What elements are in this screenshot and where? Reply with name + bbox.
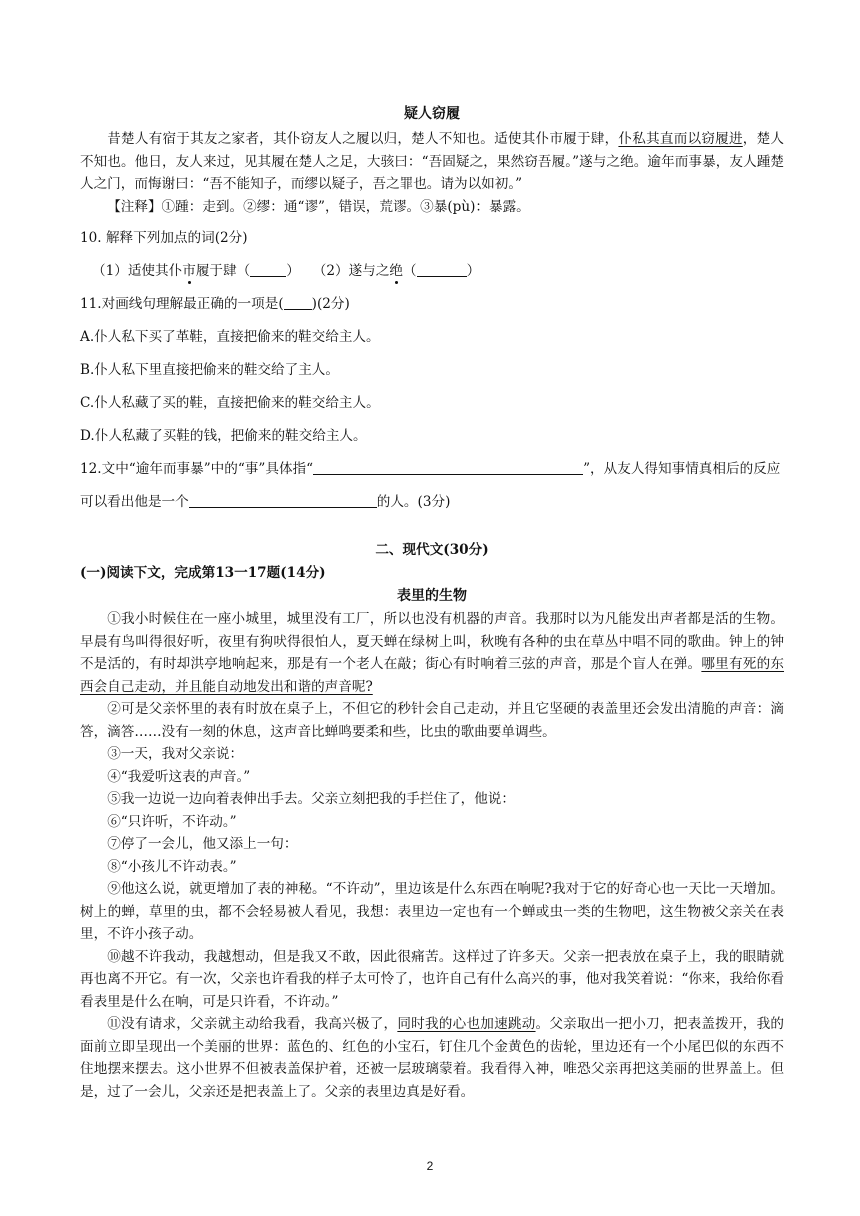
article-paragraph-1: ①我小时候住在一座小城里，城里没有工厂，所以也没有机器的声音。我那时以为凡能发出声者都是活的生物。早晨有鸟叫得很好听，夜里有狗吠得很怕人，夏天蝉在绿树上叫，秋晚有各种的虫在草丛中唱不同的歌曲。钟上的钟不是活的，有时却洪亭地响起来，那是有一个老人在敲；街心有时响着三弦的声音，那是个盲人在弹。哪里有死的东西会自己走动，并且能自动地发出和谐的声音呢? [80,611,785,695]
underlined-question: 哪里有死的东西会自己走动，并且能自动地发出和谐的声音呢? [80,656,785,695]
article-paragraph-8: ⑧“小孩儿不许动表。” [107,858,237,875]
article-paragraph-11: ⑪没有请求，父亲就主动给我看，我高兴极了，同时我的心也加速跳动。父亲取出一把小刀，把表盖拨开，我的面前立即呈现出一个美丽的世界：蓝色的、红色的小宝石，钉住几个金黄色的齿轮，里边还有一个小尾巴似的东西不住地摆来摆去。这小世界不但被表盖保护着，还被一层玻璃蒙着。我看得入神，唯恐父亲再把这美丽的世界盖上。但是，过了一会儿，父亲还是把表盖上了。父亲的表里边真是好看。 [80,1016,785,1100]
classical-note: 【注释】①踵：走到。②缪：通“谬”，错误，荒谬。③暴(pù)：暴露。 [107,198,530,215]
underlined-heartbeat: 同时我的心也加速跳动 [397,1016,536,1032]
article-paragraph-3: ③一天，我对父亲说： [107,746,244,762]
q11-option-a: A.仆人私下买了革鞋，直接把偷来的鞋交给主人。 [80,329,380,345]
article-title: 表里的生物 [397,588,467,604]
answer-blank-12-1[interactable] [313,460,583,475]
q12-line1: 12.文中“逾年而事暴”中的“事”具体指“ ”，从友人得知事情真相后的反应 [80,461,781,477]
q10-stem: 10. 解释下列加点的词(2分) [80,230,248,246]
q11-option-c: C.仆人私藏了买的鞋，直接把偷来的鞋交给主人。 [80,395,380,411]
dotted-word-2: 绝 [389,263,403,279]
q11-option-d: D.仆人私藏了买鞋的钱，把偷来的鞋交给主人。 [80,428,367,444]
answer-blank-10-1[interactable] [250,262,286,277]
answer-blank-11[interactable] [284,295,312,310]
article-paragraph-10: ⑩越不许我动，我越想动，但是我又不敢，因此很痛苦。这样过了许多天。父亲一把表放在桌子上，我的眼睛就再也离不开它。有一次，父亲也许看我的样子太可怜了，也许自己有什么高兴的事，他对我笑着说：“你来，我给你看看表里是什么在响，可是只许看，不许动。” [80,948,784,1010]
section-title: 二、现代文(30分) [375,542,489,558]
underlined-sentence: 仆私其直而以窃履进 [618,131,743,147]
article-paragraph-7: ⑦停了一会儿，他又添上一句： [107,836,298,852]
classical-text: 昔楚人有宿于其友之家者，其仆窃友人之履以归，楚人不知也。适使其仆市履于肆，仆私其直而以窃履进，楚人不知也。他日，友人来过，见其履在楚人之足，大骇曰：“吾固疑之，果然窃吾履。”遂与之绝。逾年而事暴，友人踵楚人之门，而悔谢曰：“吾不能知子，而缪以疑子，吾之罪也。请为以如初。” [80,131,785,192]
article-paragraph-2: ②可是父亲怀里的表有时放在桌子上，不但它的秒针会自己走动，并且它坚硬的表盖里还会发出清脆的声音：滴答，滴答……没有一刻的休息，这声音比蝉鸣要柔和些，比虫的歌曲要单调些。 [80,701,784,740]
answer-blank-10-2[interactable] [417,262,467,277]
page-number: 2 [426,1159,434,1173]
article-paragraph-4: ④“我爱听这表的声音。” [107,768,251,785]
article-paragraph-6: ⑥“只许听，不许动。” [107,813,237,830]
section-subtitle: (一)阅读下文，完成第13一17题(14分) [80,565,326,581]
classical-title: 疑人窃履 [404,106,460,122]
q12-line2: 可以看出他是一个 的人。(3分) [80,494,451,510]
article-paragraph-5: ⑤我一边说一边向着表伸出手去。父亲立刻把我的手拦住了，他说： [107,791,515,807]
answer-blank-12-2[interactable] [189,493,377,508]
dotted-word-1: 市 [182,263,196,279]
article-paragraph-9: ⑨他这么说，就更增加了表的神秘。“不许动”，里边该是什么东西在响呢?我对于它的好奇心也一天比一天增加。树上的蝉，草里的虫，都不会轻易被人看见，我想：表里边一定也有一个蝉或虫一类的生物吧，这生物被父亲关在表里，不许小孩子动。 [80,881,784,942]
q10-items: （1）适使其仆市履于肆（ ） （2）遂与之绝（ ） [92,263,481,279]
q11-stem: 11.对画线句理解最正确的一项是( )(2分) [80,296,350,312]
q11-option-b: B.仆人私下里直接把偷来的鞋交给了主人。 [80,362,339,378]
document-page [80,100,784,1103]
